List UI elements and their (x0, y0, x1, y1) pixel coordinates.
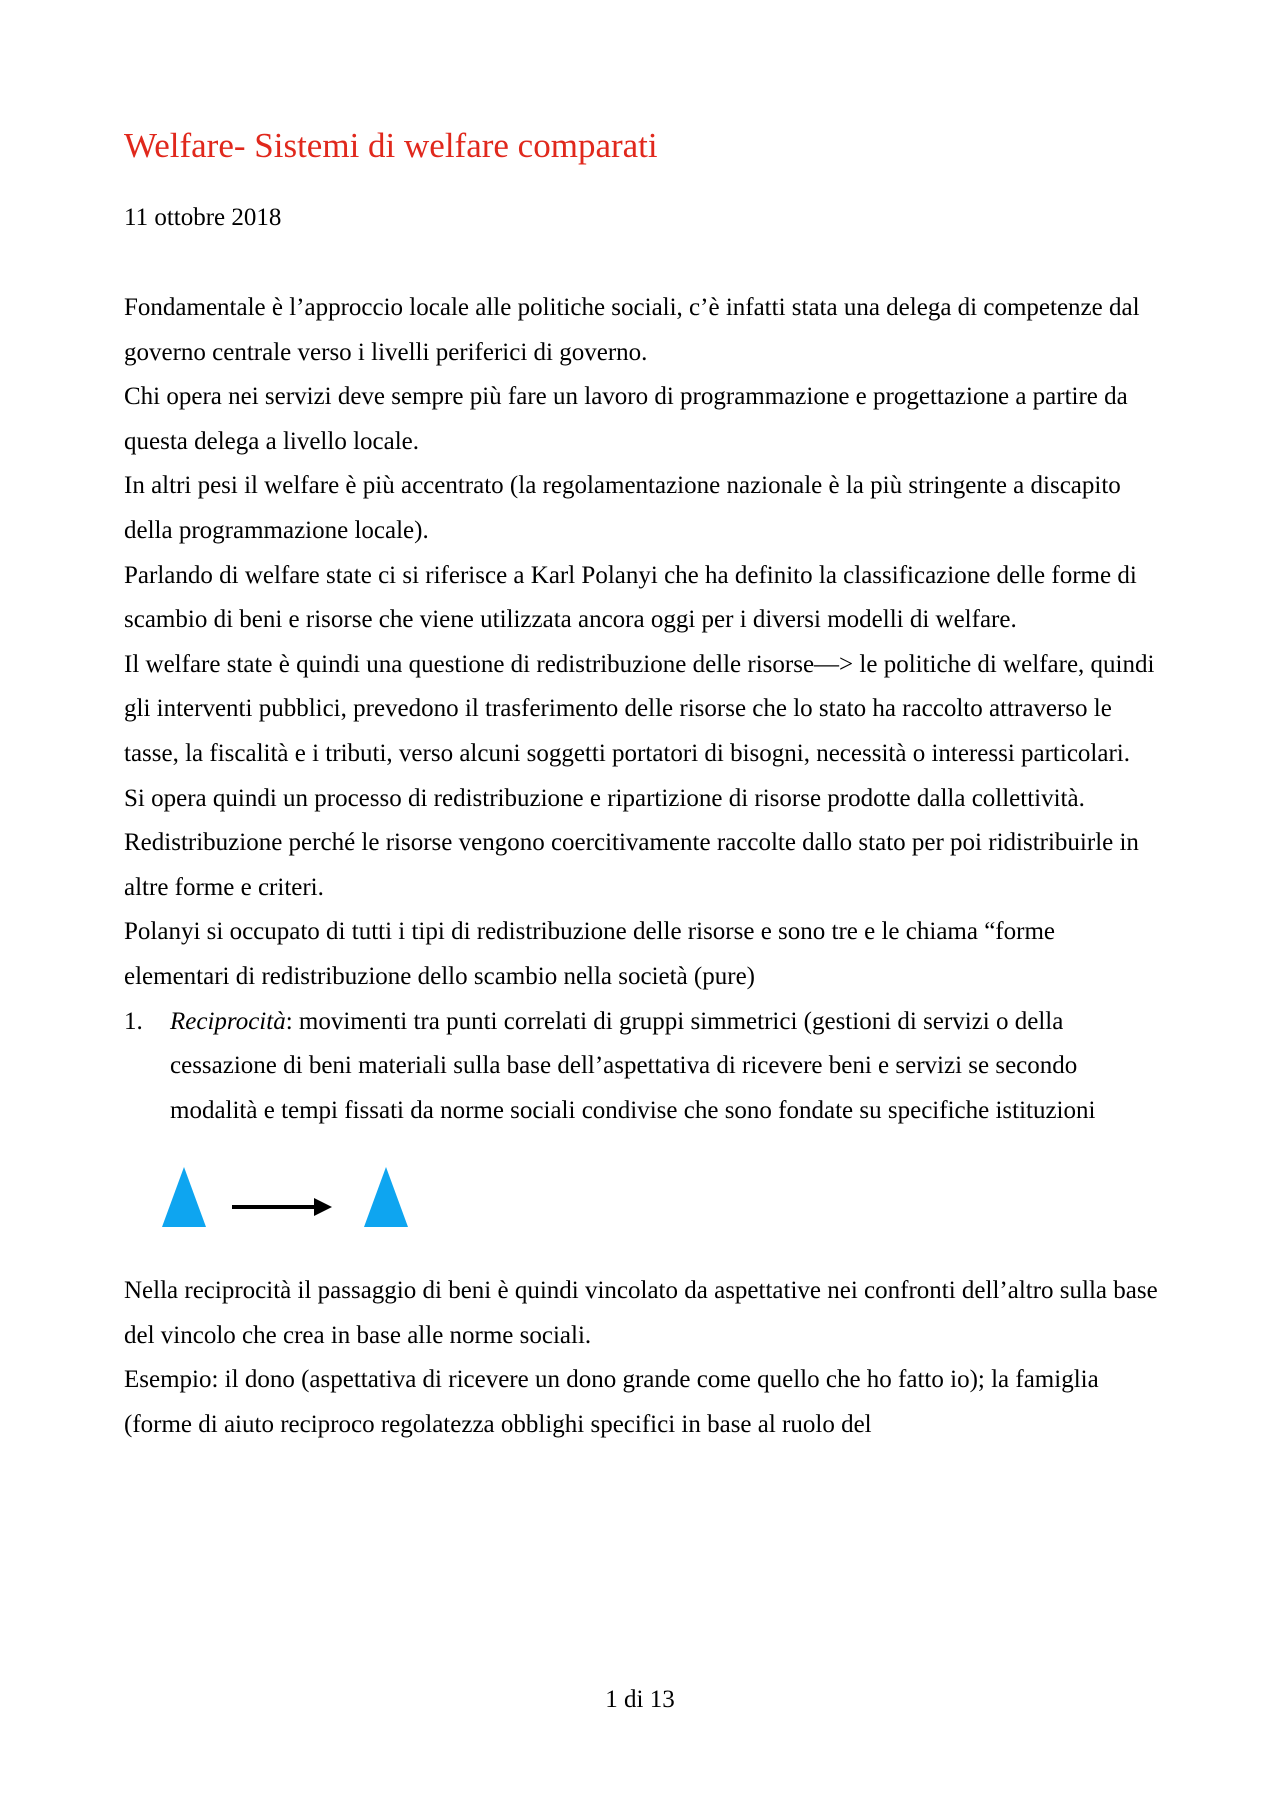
arrow-head-icon (314, 1198, 332, 1216)
list-item-number: 1. (124, 1007, 143, 1035)
paragraph: Nella reciprocità il passaggio di beni è quindi vincolato da aspettative nei confronti dell’altro sulla base del vincolo che crea in base alle norme sociali. (124, 1277, 1158, 1349)
paragraph: Chi opera nei servizi deve sempre più fare un lavoro di programmazione e progettazione a partire da questa delega a livello locale. (124, 383, 1128, 455)
paragraph: Parlando di welfare state ci si riferisce a Karl Polanyi che ha definito la classificazione delle forme di scambio di beni e risorse che viene utilizzata ancora oggi per i diversi modelli di welfare. (124, 561, 1137, 634)
document-date: 11 ottobre 2018 (124, 204, 282, 231)
after-diagram-paragraphs (124, 1269, 1164, 1447)
list-item-term: Reciprocità (170, 1007, 286, 1035)
page-content (124, 120, 1164, 1448)
reciprocity-diagram (160, 1145, 460, 1255)
paragraph: Il welfare state è quindi una questione di redistribuzione delle risorse—> le politiche di welfare, quindi gli interventi pubblici, prevedono il trasferimento delle risorse che lo stato ha raccolto attraverso le tasse, la fiscalità e i tributi, verso alcuni soggetti portatori di bisogni, necessità o interessi particolari. (124, 650, 1155, 767)
body-paragraphs (124, 286, 1164, 1448)
paragraph: Esempio: il dono (aspettativa di ricevere un dono grande come quello che ho fatto io); la famiglia (forme di aiuto reciproco regolatezza obblighi specifici in base al ruolo del (124, 1366, 1099, 1439)
paragraph: Polanyi si occupato di tutti i tipi di redistribuzione delle risorse e sono tre e le chiama “forme elementari di redistribuzione dello scambio nella società (pure) (124, 918, 1055, 990)
paragraph: Redistribuzione perché le risorse vengono coercitivamente raccolte dallo stato per poi ridistribuirle in altre forme e criteri. (124, 829, 1139, 901)
numbered-list (124, 1000, 1164, 1134)
paragraph: Fondamentale è l’approccio locale alle politiche sociali, c’è infatti stata una delega di competenze dal governo centrale verso i livelli periferici di governo. (124, 294, 1140, 366)
document-title: Welfare- Sistemi di welfare comparati (124, 126, 658, 165)
left-triangle-icon (162, 1167, 206, 1227)
list-item-text: : movimenti tra punti correlati di gruppi simmetrici (gestioni di servizi o della cessazione di beni materiali sulla base dell’aspettativa di ricevere beni e servizi se secondo modalità e tempi fissati da norme sociali condivise che sono fondate su specifiche istituzioni (170, 1007, 1096, 1124)
right-triangle-icon (364, 1167, 408, 1227)
reciprocity-diagram-svg (160, 1145, 460, 1255)
paragraph: In altri pesi il welfare è più accentrato (la regolamentazione nazionale è la più stringente a discapito della programmazione locale). (124, 472, 1121, 544)
list-item (124, 1000, 1164, 1134)
paragraph: Si opera quindi un processo di redistribuzione e ripartizione di risorse prodotte dalla collettività. (124, 784, 1085, 812)
page-number: 1 di 13 (605, 1686, 675, 1713)
